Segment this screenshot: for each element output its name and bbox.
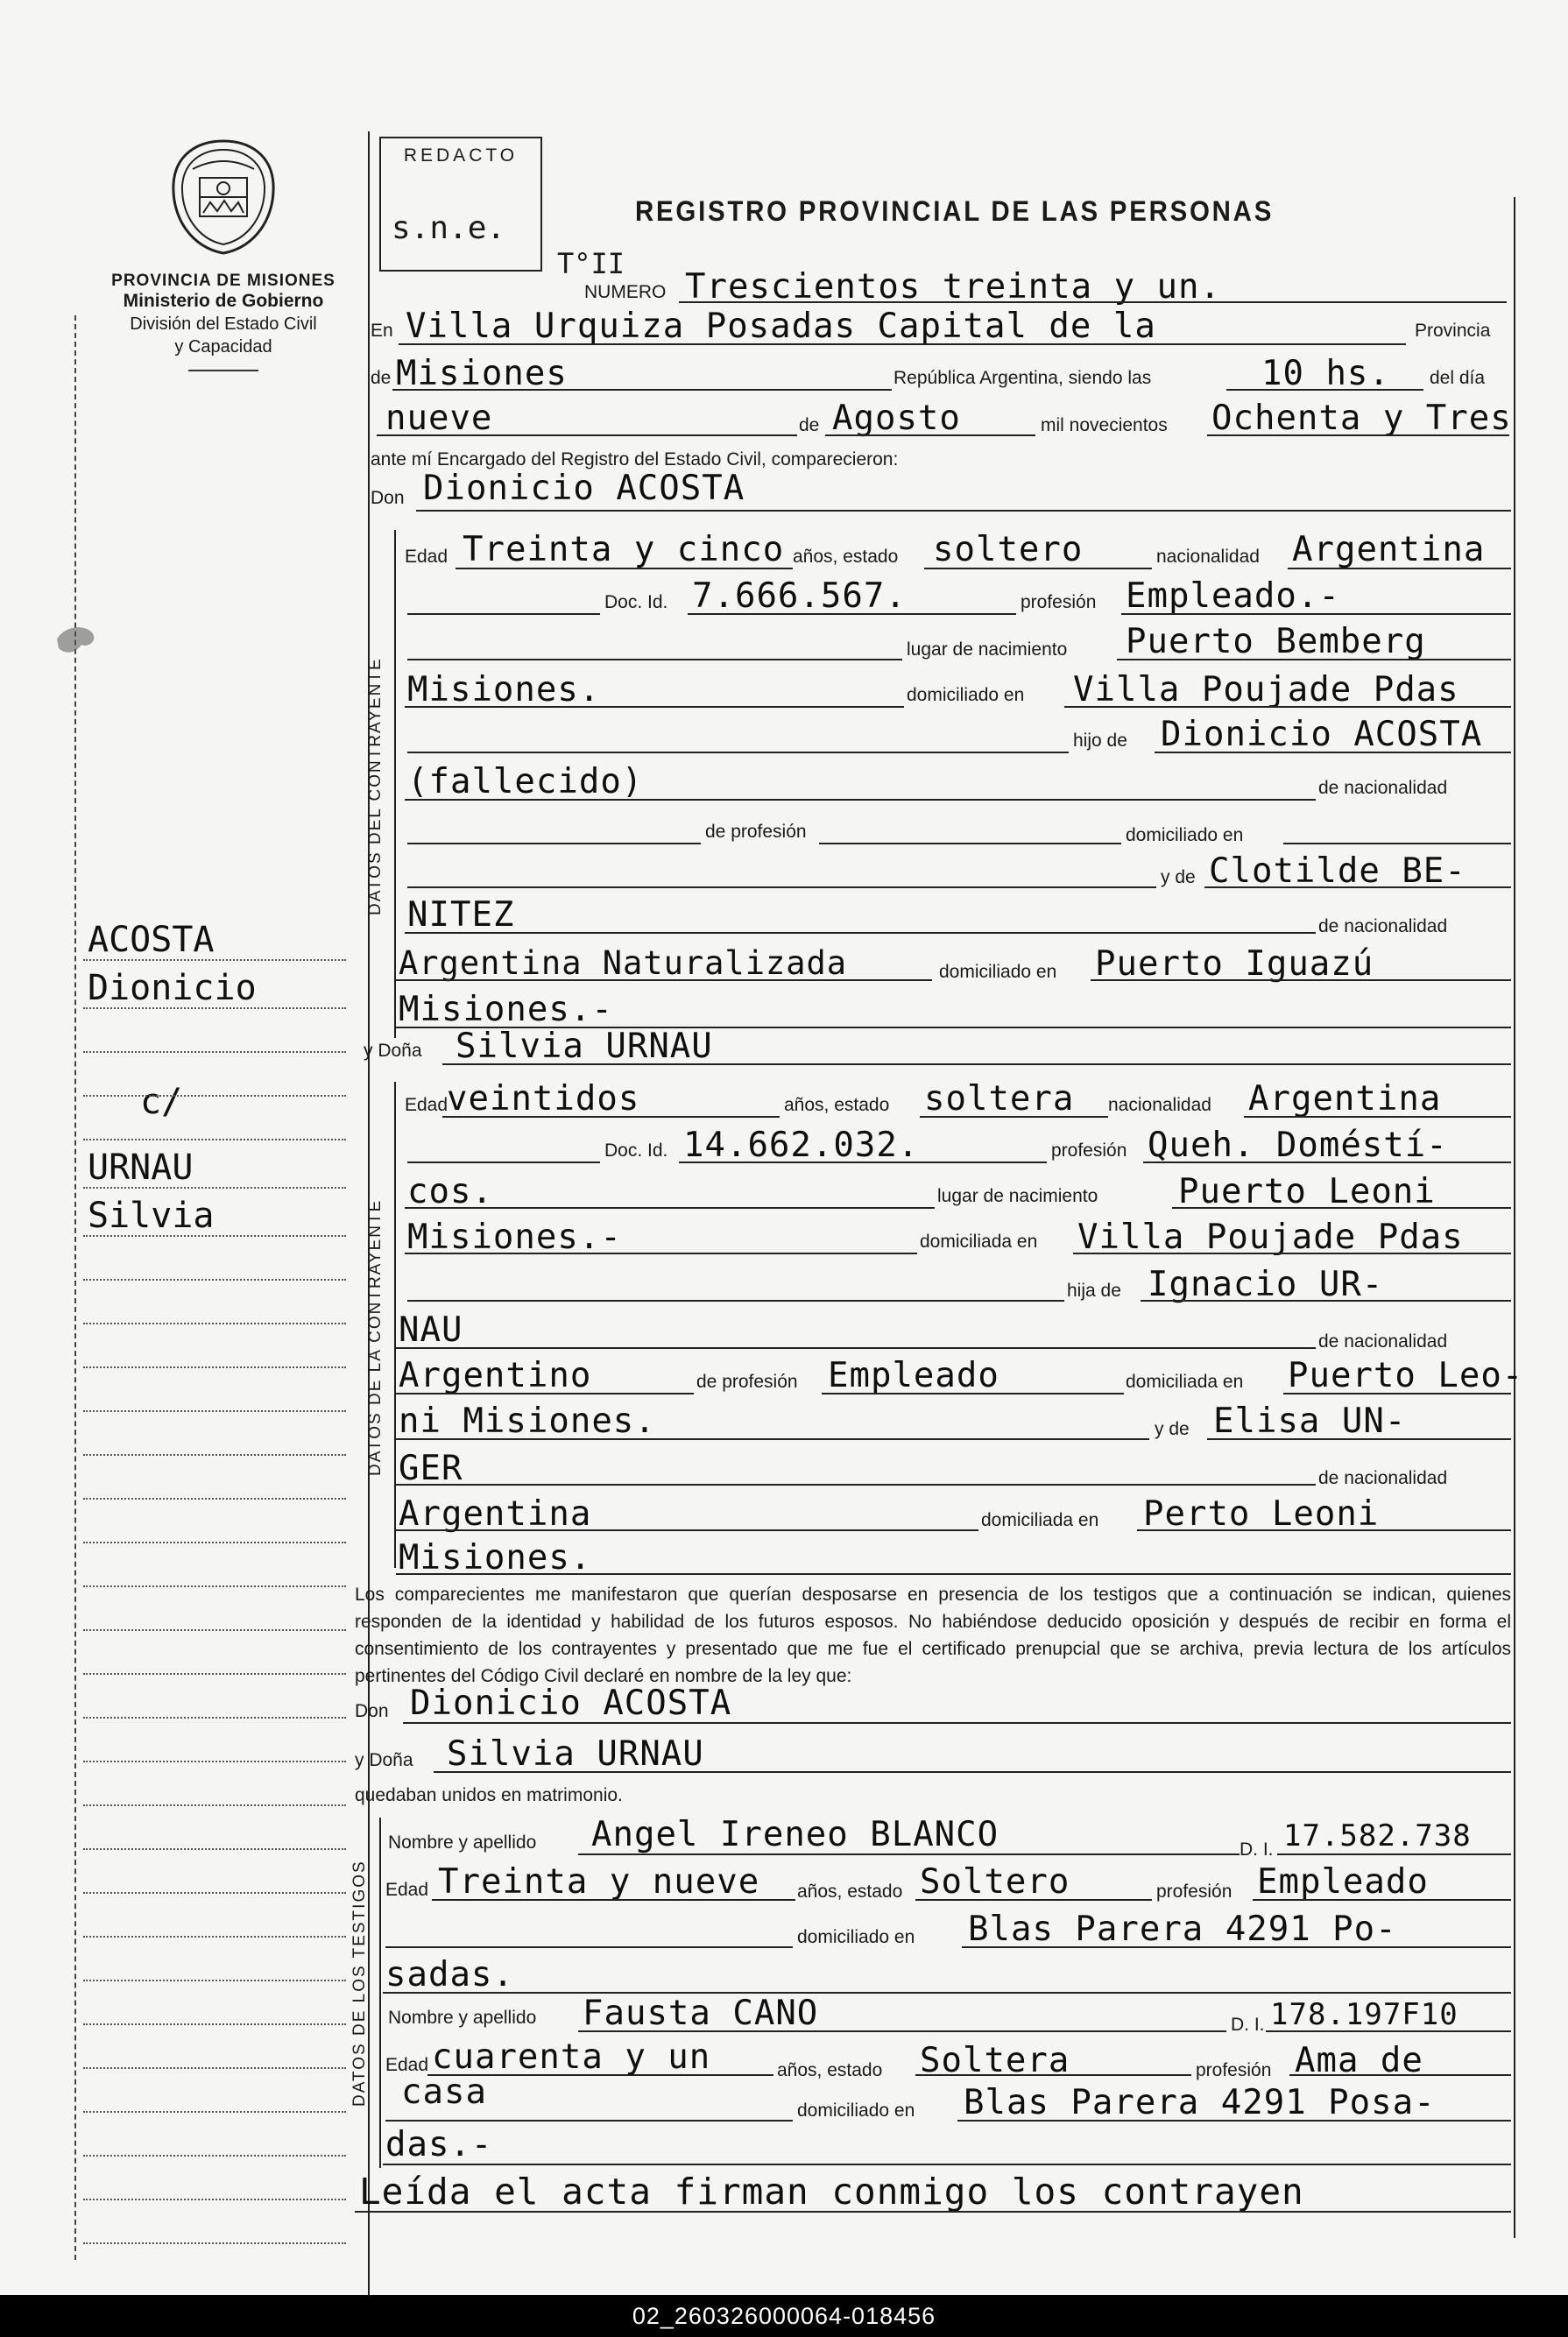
bride-father-nationality: Argentino — [399, 1356, 592, 1395]
groom-birthplace: Puerto Bemberg — [1126, 622, 1426, 661]
groom-mother-address: Puerto Iguazú — [1095, 944, 1374, 984]
margin-dashed-line — [74, 315, 78, 2260]
anos-estado-label-4: años, estado — [777, 2060, 883, 2080]
groom-mother: Clotilde BE- — [1209, 851, 1466, 891]
edad-label-2: Edad — [405, 1095, 449, 1115]
ink-smudge-icon — [48, 613, 101, 666]
groom-section-label: DATOS DEL CONTRAYENTE — [366, 657, 385, 915]
witnesses-section-label: DATOS DE LOS TESTIGOS — [350, 1860, 369, 2107]
edad-label-4: Edad — [385, 2055, 429, 2075]
act-month: Agosto — [832, 399, 961, 438]
quedaban-text: quedaban unidos en matrimonio. — [355, 1785, 623, 1805]
di-label: D. I. — [1240, 1839, 1274, 1860]
act-province: Misiones — [396, 354, 568, 393]
de-profesion-label-2: de profesión — [696, 1372, 798, 1392]
hijo-de-label: hijo de — [1073, 731, 1127, 751]
witness-2-profession-cont: casa — [401, 2072, 487, 2112]
margin-note-name: Dionicio — [88, 968, 257, 1008]
province-name: PROVINCIA DE MISIONES — [111, 272, 335, 290]
page-title: REGISTRO PROVINCIAL DE LAS PERSONAS — [635, 195, 1275, 227]
tomo-number: T°II — [557, 247, 625, 280]
republica-label: República Argentina, siendo las — [893, 368, 1152, 388]
bride-profession: Queh. Doméstí- — [1148, 1126, 1448, 1165]
domiciliado-label-4: domiciliado en — [797, 2100, 915, 2121]
groom-mother-nationality: Argentina Naturalizada — [399, 944, 848, 982]
bride-mother-address: Perto Leoni — [1143, 1494, 1380, 1534]
witness-1-name: Angel Ireneo BLANCO — [591, 1815, 999, 1854]
declared-groom: Dionicio ACOSTA — [410, 1684, 732, 1723]
bride-profession-cont: cos. — [407, 1172, 493, 1211]
nombre-apellido-label: Nombre y apellido — [388, 1832, 537, 1853]
bride-father-address-cont: ni Misiones. — [399, 1401, 656, 1441]
groom-age: Treinta y cinco — [463, 530, 785, 569]
domiciliado-label-3: domiciliado en — [797, 1927, 915, 1947]
groom-father-cont: (fallecido) — [407, 762, 644, 801]
bride-age: veintidos — [447, 1079, 640, 1119]
act-place: Villa Urquiza Posadas Capital de la — [406, 307, 1156, 346]
act-year: Ochenta y Tres — [1211, 399, 1512, 438]
edad-label-3: Edad — [385, 1880, 429, 1900]
de-profesion-label: de profesión — [705, 822, 807, 842]
profesion-label-3: profesión — [1156, 1882, 1233, 1902]
domiciliado-en-label: domiciliado en — [1126, 825, 1244, 845]
nombre-apellido-label-2: Nombre y apellido — [388, 2008, 537, 2028]
bride-mother-address-cont: Misiones. — [399, 1538, 592, 1578]
act-day: nueve — [385, 399, 493, 438]
bride-mother-cont: GER — [399, 1449, 463, 1488]
bride-father-cont: NAU — [399, 1310, 463, 1350]
bride-name: Silvia URNAU — [456, 1027, 713, 1066]
bride-father-profession: Empleado — [828, 1356, 999, 1395]
act-number: Trescientos treinta y un. — [685, 267, 1221, 307]
don-label: Don — [371, 488, 405, 508]
y-dona-label: y Doña — [364, 1041, 422, 1061]
witness-2-di: 178.197F10 — [1270, 1997, 1459, 2032]
domiciliada-label-3: domiciliada en — [981, 1510, 1099, 1530]
margin-note-name-2: Silvia — [88, 1196, 215, 1236]
domiciliada-label: domiciliada en — [920, 1232, 1038, 1252]
declared-bride: Silvia URNAU — [447, 1734, 704, 1774]
de-nacionalidad-label-4: de nacionalidad — [1318, 1468, 1448, 1488]
profesion-label-4: profesión — [1196, 2060, 1272, 2080]
ministry-name: Ministerio de Gobierno — [123, 291, 324, 311]
provincial-seal-icon — [166, 136, 280, 258]
domiciliada-label-2: domiciliada en — [1126, 1372, 1244, 1392]
groom-nationality: Argentina — [1292, 530, 1486, 569]
anos-estado-label: años, estado — [793, 547, 899, 567]
lugar-nacimiento-label-2: lugar de nacimiento — [937, 1186, 1098, 1206]
witness-2-profession: Ama de — [1295, 2041, 1423, 2080]
domiciliado-label: domiciliado en — [907, 685, 1025, 705]
witness-1-profession: Empleado — [1257, 1862, 1429, 1902]
province-header — [79, 272, 368, 371]
di-label-2: D. I. — [1231, 2015, 1265, 2035]
numero-label: NUMERO — [584, 282, 667, 302]
y-de-label: y de — [1161, 867, 1196, 887]
legal-paragraph: Los comparecientes me manifestaron que querían desposarse en presencia de los testigos que a continuación se indican, quienes responden de la identidad y habilidad de los futuros esposos. No habiéndose deducido oposición y después de recibir en forma el consentimiento de los contrayentes y presentado que me fue el certificado prenupcial que se archiva, previa lectura de los artículos pertinentes del Código Civil declaré en nombre de la ley que: — [355, 1585, 1511, 1686]
doc-id-label-2: Doc. Id. — [604, 1140, 668, 1161]
groom-name: Dionicio ACOSTA — [423, 469, 745, 508]
del-dia-label: del día — [1430, 368, 1486, 388]
witness-2-address-cont: das.- — [385, 2125, 493, 2164]
lugar-nacimiento-label: lugar de nacimiento — [907, 639, 1068, 660]
witness-1-address-cont: sadas. — [385, 1955, 514, 1995]
anos-estado-label-2: años, estado — [784, 1095, 890, 1115]
division-line-1: División del Estado Civil — [130, 314, 317, 334]
de-mes-label: de — [799, 415, 820, 435]
bride-father: Ignacio UR- — [1148, 1265, 1384, 1304]
margin-note-con: c/ — [140, 1082, 183, 1122]
groom-doc: 7.666.567. — [692, 576, 907, 616]
mil-novecientos-label: mil novecientos — [1041, 415, 1168, 435]
witness-2-status: Soltera — [920, 2041, 1070, 2080]
domiciliado-label-2: domiciliado en — [939, 962, 1057, 982]
witness-2-address: Blas Parera 4291 Posa- — [964, 2083, 1436, 2122]
act-hour: 10 hs. — [1261, 354, 1390, 393]
closing-text: Leída el acta firman conmigo los contrayen — [359, 2171, 1304, 2213]
form-right-border — [1514, 197, 1515, 2238]
ante-mi-text: ante mí Encargado del Registro del Estado Civil, comparecieron: — [371, 449, 899, 470]
witness-1-address: Blas Parera 4291 Po- — [968, 1910, 1397, 1949]
bride-section-label: DATOS DE LA CONTRAYENTE — [366, 1198, 385, 1476]
don-label-2: Don — [355, 1701, 389, 1721]
witness-1-age: Treinta y nueve — [438, 1862, 760, 1902]
bride-birthplace-cont: Misiones.- — [407, 1218, 622, 1257]
margin-note-surname-2: URNAU — [88, 1147, 194, 1188]
division-line-2: y Capacidad — [174, 337, 272, 357]
witness-2-age: cuarenta y un — [432, 2037, 711, 2077]
groom-mother-address-cont: Misiones.- — [399, 990, 613, 1029]
divider — [188, 370, 258, 371]
groom-profession: Empleado.- — [1126, 576, 1340, 616]
bride-mother: Elisa UN- — [1213, 1401, 1407, 1441]
bride-nationality: Argentina — [1248, 1079, 1442, 1119]
redacto-value: s.n.e. — [392, 210, 506, 246]
redacto-label: REDACTO — [403, 145, 519, 166]
profesion-label: profesión — [1021, 592, 1097, 612]
groom-birthplace-cont: Misiones. — [407, 670, 601, 710]
groom-address: Villa Poujade Pdas — [1073, 670, 1459, 710]
bride-father-address: Puerto Leo- — [1288, 1356, 1524, 1395]
margin-note-surname: ACOSTA — [88, 920, 215, 960]
de-nacionalidad-label-3: de nacionalidad — [1318, 1331, 1448, 1352]
document-id: 02_260326000064-018456 — [632, 2303, 936, 2329]
nacionalidad-label: nacionalidad — [1156, 547, 1260, 567]
de-nacionalidad-label-2: de nacionalidad — [1318, 916, 1448, 936]
groom-mother-cont: NITEZ — [407, 895, 515, 935]
document-id-bar — [0, 2295, 1568, 2337]
edad-label: Edad — [405, 547, 449, 567]
provincia-label: Provincia — [1415, 321, 1491, 341]
bride-birthplace: Puerto Leoni — [1178, 1172, 1436, 1211]
de-nacionalidad-label: de nacionalidad — [1318, 778, 1448, 798]
witness-2-name: Fausta CANO — [583, 1994, 819, 2033]
witness-1-status: Soltero — [920, 1862, 1070, 1902]
groom-status: soltero — [933, 530, 1084, 569]
y-dona-label-2: y Doña — [355, 1750, 413, 1770]
profesion-label-2: profesión — [1051, 1140, 1127, 1161]
redacto-box — [379, 137, 542, 272]
doc-id-label: Doc. Id. — [604, 592, 668, 612]
y-de-label-2: y de — [1155, 1419, 1190, 1439]
bride-status: soltera — [924, 1079, 1075, 1119]
bride-mother-nationality: Argentina — [399, 1494, 592, 1534]
bride-doc: 14.662.032. — [683, 1126, 920, 1165]
nacionalidad-label-2: nacionalidad — [1108, 1095, 1211, 1115]
anos-estado-label-3: años, estado — [797, 1882, 903, 1902]
hija-de-label: hija de — [1067, 1281, 1121, 1301]
bride-address: Villa Poujade Pdas — [1077, 1218, 1464, 1257]
de-label: de — [371, 368, 392, 388]
en-label: En — [371, 321, 393, 341]
groom-father: Dionicio ACOSTA — [1161, 715, 1483, 754]
witness-1-di: 17.582.738 — [1283, 1818, 1472, 1853]
